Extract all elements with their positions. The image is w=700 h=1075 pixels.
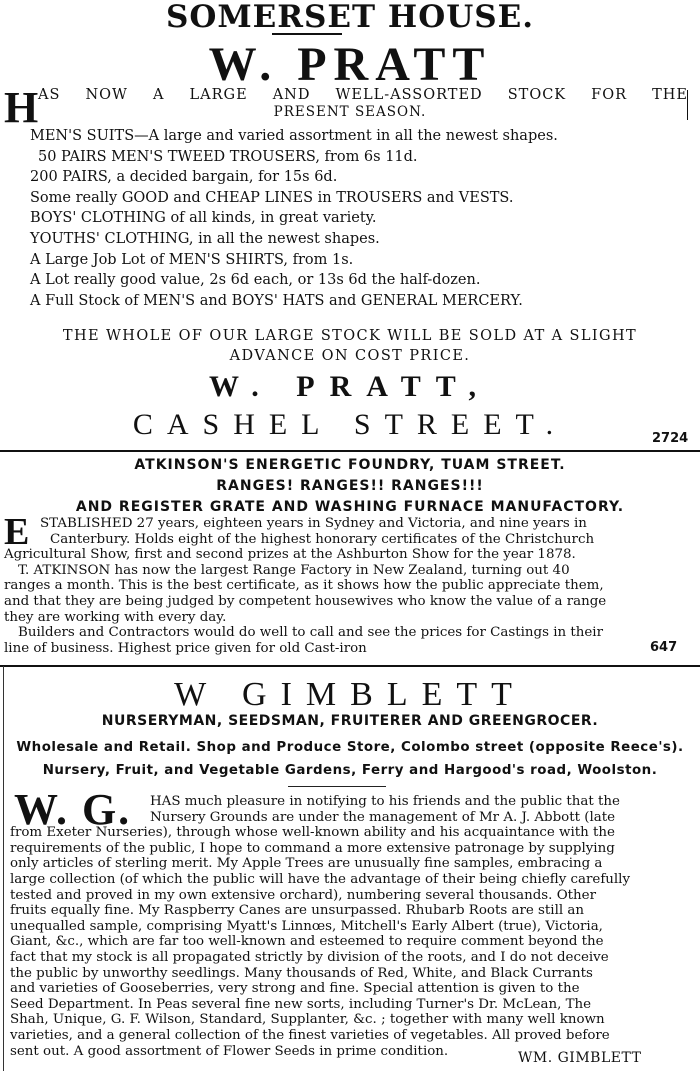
- atkinson-ranges: RANGES! RANGES!! RANGES!!!: [216, 478, 484, 494]
- pratt-intro-word: A: [152, 87, 165, 103]
- gimblett-line: Nursery Grounds are under the management of Mr A. J. Abbott (late: [150, 809, 616, 825]
- gimblett-line: Giant, &c., which are far too well-known and esteemed to require comment beyond the: [10, 934, 604, 950]
- pratt-ad-number: 2724: [652, 431, 689, 446]
- pratt-notice-line2: ADVANCE ON COST PRICE.: [229, 348, 471, 364]
- gimblett-line: fact that my stock is all propagated strictly by division of the roots, and I do not deceive: [10, 949, 609, 965]
- pratt-item-list: [0, 126, 700, 311]
- atkinson-line: Builders and Contractors would do well to call and see the prices for Castings in their: [18, 625, 603, 641]
- pratt-list-item: 200 PAIRS, a decided bargain, for 15s 6d.: [30, 169, 338, 186]
- gimblett-line: tested and proved in my own extensive orchard), numbering several thousands. Other: [10, 887, 596, 903]
- gimblett-line: sent out. A good assortment of Flower Seeds in prime condition.: [10, 1043, 449, 1059]
- gimblett-address-shop: Wholesale and Retail. Shop and Produce Store, Colombo street (opposite Reece's).: [16, 740, 684, 755]
- gimblett-line: fruits equally fine. My Raspberry Canes are unsurpassed. Rhubarb Roots are still an: [10, 903, 585, 919]
- gimblett-line: and varieties of Gooseberries, very strong and fine. Special attention is given to the: [10, 981, 580, 997]
- gimblett-body: [10, 794, 700, 1059]
- pratt-intro-season: PRESENT SEASON.: [273, 104, 427, 120]
- pratt-notice: [0, 326, 700, 366]
- ad-divider: [0, 665, 700, 667]
- atkinson-subtitle: AND REGISTER GRATE AND WASHING FURNACE MANUFACTORY.: [75, 499, 625, 515]
- gimblett-line: requirements of the public, I hope to command a more extensive patronage by supplying: [10, 840, 615, 856]
- gimblett-line: Shah, Unique, G. F. Wilson, Standard, Supplanter, &c. ; together with many well known: [10, 1012, 605, 1028]
- pratt-list-item: A Lot really good value, 2s 6d each, or 13s 6d the half-dozen.: [30, 272, 481, 289]
- pratt-intro-word: FOR: [591, 87, 628, 103]
- gimblett-name-heading: W GIMBLETT: [174, 676, 526, 713]
- gimblett-line: HAS much pleasure in notifying to his friends and the public that the: [150, 794, 620, 809]
- pratt-footer-street: CASHEL STREET.: [132, 408, 568, 441]
- pratt-intro-word: WELL-ASSORTED: [335, 87, 483, 103]
- atkinson-ad-number: 647: [650, 640, 678, 655]
- pratt-list-item: 50 PAIRS MEN'S TWEED TROUSERS, from 6s 11d.: [38, 148, 418, 165]
- gimblett-line: from Exeter Nurseries), through whose well-known ability and his acquaintance with the: [10, 825, 615, 841]
- pratt-name-heading: W. PRATT: [208, 38, 492, 91]
- pratt-list-item: MEN'S SUITS—A large and varied assortment in all the newest shapes.: [30, 128, 558, 144]
- gimblett-line: the public by unworthy seedlings. Many thousands of Red, White, and Black Currants: [10, 965, 593, 981]
- atkinson-line: and that they are being judged by competent housewives who know the value of a range: [4, 593, 607, 609]
- gimblett-line: Seed Department. In Peas several fine new sorts, including Turner's Dr. McLean, The: [10, 996, 592, 1012]
- pratt-list-item: Some really GOOD and CHEAP LINES in TROUSERS and VESTS.: [30, 189, 514, 206]
- pratt-list-item: BOYS' CLOTHING of all kinds, in great variety.: [30, 210, 377, 227]
- pratt-notice-line1: THE WHOLE OF OUR LARGE STOCK WILL BE SOLD AT A SLIGHT: [62, 328, 638, 344]
- pratt-intro-word: NOW: [85, 87, 128, 103]
- ad-divider: [0, 450, 700, 452]
- pratt-footer-name: W. PRATT,: [209, 370, 491, 403]
- pratt-intro-word: AND: [272, 87, 311, 103]
- pratt-list-item: A Large Job Lot of MEN'S SHIRTS, from 1s.: [30, 251, 354, 268]
- pratt-intro-word: THE: [652, 87, 688, 103]
- atkinson-line: ranges a month. This is the best certificate, as it shows how the public appreciate them,: [4, 578, 604, 594]
- column-rule: [687, 90, 688, 120]
- atkinson-line: line of business. Highest price given for old Cast-iron: [4, 640, 367, 656]
- atkinson-title: ATKINSON'S ENERGETIC FOUNDRY, TUAM STREET.: [134, 457, 566, 473]
- gimblett-line: only articles of sterling merit. My Apple Trees are unusually fine samples, embracing a: [10, 856, 603, 872]
- gimblett-trades: NURSERYMAN, SEEDSMAN, FRUITERER AND GREENGROCER.: [101, 713, 599, 729]
- atkinson-line: Canterbury. Holds eight of the highest honorary certificates of the Christchurch: [50, 531, 595, 547]
- drop-cap-h: H: [4, 83, 39, 132]
- atkinson-line: Agricultural Show, first and second prizes at the Ashburton Show for the year 1878.: [4, 547, 576, 563]
- somerset-house-heading: SOMERSET HOUSE.: [165, 0, 535, 35]
- pratt-list-item: YOUTHS' CLOTHING, in all the newest shapes.: [30, 230, 380, 247]
- pratt-intro-word: AS: [38, 87, 61, 103]
- gimblett-address-nursery: Nursery, Fruit, and Vegetable Gardens, Ferry and Hargood's road, Woolston.: [42, 763, 658, 778]
- heading-underline: [272, 33, 342, 35]
- short-rule: [288, 786, 386, 787]
- atkinson-line: STABLISHED 27 years, eighteen years in Sydney and Victoria, and nine years in: [40, 516, 587, 531]
- pratt-intro-word: LARGE: [189, 87, 248, 103]
- gimblett-line: varieties, and a general collection of the finest varieties of vegetables. All proved before: [10, 1027, 610, 1043]
- gimblett-line: unequalled sample, comprising Myatt's Linnœs, Mitchell's Early Albert (true), Victoria,: [10, 918, 603, 934]
- drop-cap-wg: W. G.: [14, 785, 132, 834]
- pratt-intro-word: STOCK: [507, 87, 567, 103]
- atkinson-line: T. ATKINSON has now the largest Range Factory in New Zealand, turning out 40: [18, 562, 570, 578]
- atkinson-body: [4, 511, 694, 656]
- drop-cap-e: E: [4, 511, 30, 553]
- gimblett-line: large collection (of which the public will have the advantage of their being chiefly carefully: [10, 871, 631, 887]
- gimblett-signature: WM. GIMBLETT: [518, 1050, 642, 1066]
- pratt-list-item: A Full Stock of MEN'S and BOYS' HATS and GENERAL MERCERY.: [30, 292, 523, 309]
- pratt-intro-line: [38, 86, 688, 104]
- atkinson-line: they are working with every day.: [4, 609, 227, 625]
